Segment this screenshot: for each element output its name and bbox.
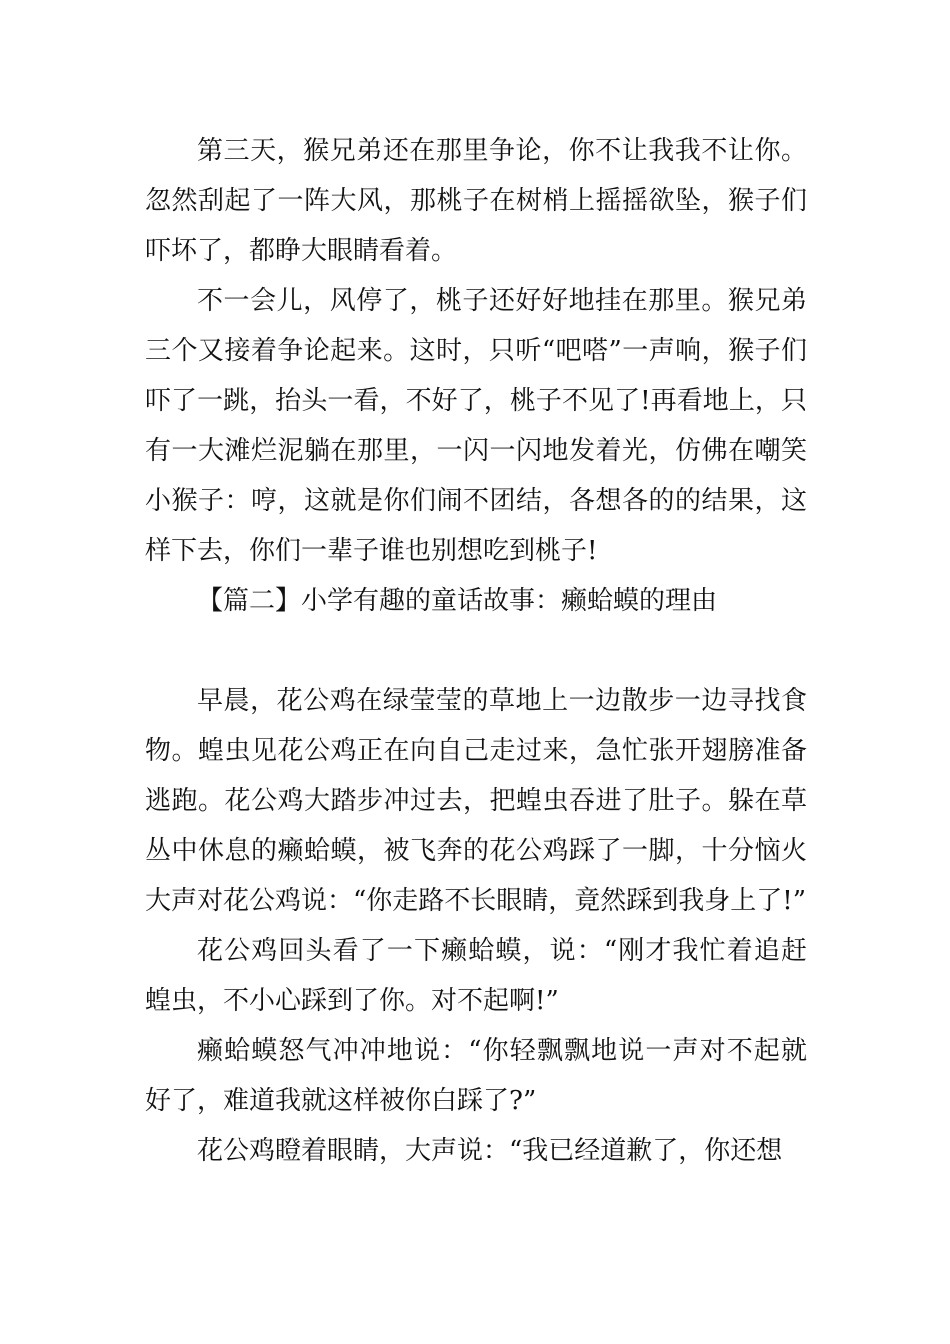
paragraph-5: 癞蛤蟆怒气冲冲地说：“你轻飘飘地说一声对不起就好了，难道我就这样被你白踩了?” xyxy=(145,1036,807,1116)
paragraph-1: 第三天，猴兄弟还在那里争论，你不让我我不让你。忽然刮起了一阵大风，那桃子在树梢上摇摇欲坠，猴子们吓坏了，都睁大眼睛看着。 xyxy=(145,136,807,266)
paragraph-6: 花公鸡瞪着眼睛，大声说：“我已经道歉了，你还想 xyxy=(197,1136,783,1166)
document-body xyxy=(145,126,807,1176)
paragraph-3: 早晨，花公鸡在绿莹莹的草地上一边散步一边寻找食物。蝗虫见花公鸡正在向自己走过来，急忙张开翅膀准备逃跑。花公鸡大踏步冲过去，把蝗虫吞进了肚子。躲在草丛中休息的癞蛤蟆，被飞奔的花公鸡踩了一脚，十分恼火大声对花公鸡说：“你走路不长眼睛，竟然踩到我身上了!” xyxy=(145,686,807,916)
section-heading: 【篇二】小学有趣的童话故事：癞蛤蟆的理由 xyxy=(197,586,718,616)
paragraph-2: 不一会儿，风停了，桃子还好好地挂在那里。猴兄弟三个又接着争论起来。这时，只听“吧嗒”一声响，猴子们吓了一跳，抬头一看，不好了，桃子不见了!再看地上，只有一大滩烂泥躺在那里，一闪一闪地发着光，仿佛在嘲笑小猴子：哼，这就是你们闹不团结，各想各的的结果，这样下去，你们一辈子谁也别想吃到桃子! xyxy=(145,286,807,566)
blank-line xyxy=(145,626,807,676)
paragraph-4: 花公鸡回头看了一下癞蛤蟆，说：“刚才我忙着追赶蝗虫，不小心踩到了你。对不起啊!” xyxy=(145,936,807,1016)
